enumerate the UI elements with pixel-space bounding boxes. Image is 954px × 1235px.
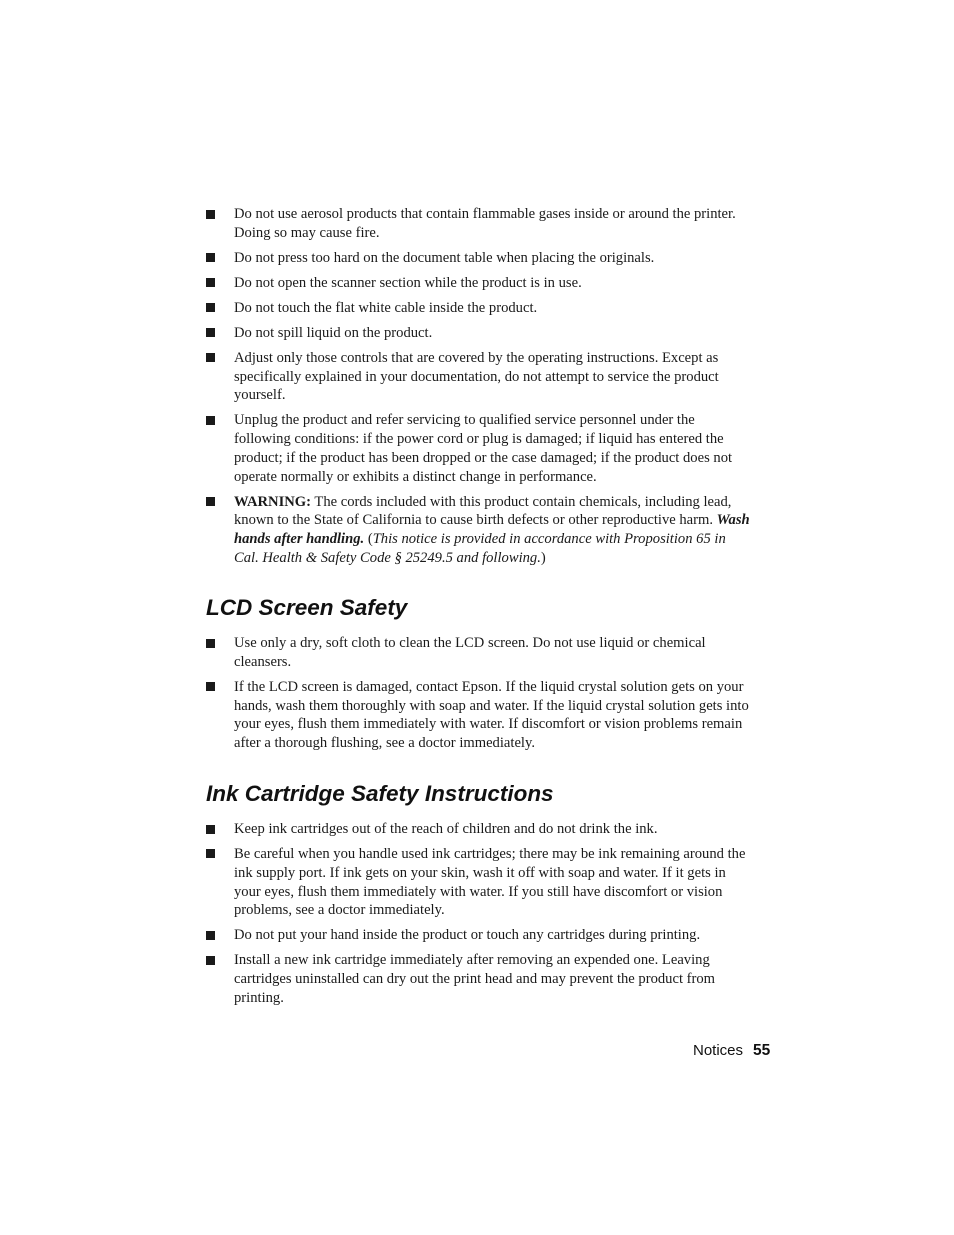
list-item: Do not open the scanner section while the product is in use. bbox=[206, 274, 751, 293]
list-item: Do not use aerosol products that contain flammable gases inside or around the printer. Doing so may cause fire. bbox=[206, 205, 751, 243]
footer-section-name: Notices bbox=[693, 1042, 744, 1059]
bullet-square-icon bbox=[206, 328, 215, 337]
page-footer bbox=[693, 1042, 770, 1060]
list-item: Do not put your hand inside the product or touch any cartridges during printing. bbox=[206, 926, 751, 945]
bullet-square-icon bbox=[206, 353, 215, 362]
bullet-square-icon bbox=[206, 253, 215, 262]
bullet-square-icon bbox=[206, 849, 215, 858]
list-item: Keep ink cartridges out of the reach of children and do not drink the ink. bbox=[206, 820, 751, 839]
list-item: Do not spill liquid on the product. bbox=[206, 324, 751, 343]
ink-safety-heading: Ink Cartridge Safety Instructions bbox=[206, 781, 554, 806]
list-item: If the LCD screen is damaged, contact Epson. If the liquid crystal solution gets on your hands, wash them thoroughly with soap and water. If the liquid crystal solution gets into your eyes, flush them immediately with water. If discomfort or vision problems remain after a thorough flushing, see a doctor immediately. bbox=[206, 678, 751, 753]
list-item: Do not touch the flat white cable inside the product. bbox=[206, 299, 751, 318]
list-item: Unplug the product and refer servicing to qualified service personnel under the following conditions: if the power cord or plug is damaged; if liquid has entered the product; if the product has been dropped or the case damaged; if the product does not operate normally or exhibits a distinct change in performance. bbox=[206, 411, 751, 486]
warning-text: The cords included with this product contain chemicals, including lead, known to the State of California to cause birth defects or other reproductive harm. bbox=[234, 493, 732, 529]
bullet-square-icon bbox=[206, 931, 215, 940]
bullet-square-icon bbox=[206, 416, 215, 425]
list-item: Be careful when you handle used ink cartridges; there may be ink remaining around the ink supply port. If ink gets on your skin, wash it off with soap and water. If it gets in your eyes, flush them immediately with water. If you still have discomfort or vision problems, see a doctor immediately. bbox=[206, 845, 751, 920]
warning-item: WARNING: The cords included with this product contain chemicals, including lead, known to the State of California to cause birth defects or other reproductive harm. Wash hands after handling. (This notice is provided in accordance with Proposition 65 in Cal. Health & Safety Code § 25249.5 and following.) bbox=[206, 493, 751, 568]
list-item: Do not press too hard on the document table when placing the originals. bbox=[206, 249, 751, 268]
list-item: Use only a dry, soft cloth to clean the LCD screen. Do not use liquid or chemical cleansers. bbox=[206, 634, 751, 672]
bullet-square-icon bbox=[206, 682, 215, 691]
warning-label: WARNING: bbox=[234, 493, 312, 510]
warning-notice: This notice is provided in accordance with Proposition 65 in Cal. Health & Safety Code § 25249.5 and following. bbox=[234, 531, 726, 567]
list-item: Install a new ink cartridge immediately after removing an expended one. Leaving cartridges uninstalled can dry out the print head and may prevent the product from printing. bbox=[206, 951, 751, 1007]
bullet-square-icon bbox=[206, 825, 215, 834]
bullet-square-icon bbox=[206, 278, 215, 287]
bullet-square-icon bbox=[206, 303, 215, 312]
bullet-square-icon bbox=[206, 956, 215, 965]
general-safety-list bbox=[206, 205, 751, 574]
page-number: 55 bbox=[753, 1042, 771, 1059]
lcd-safety-list bbox=[206, 634, 751, 759]
lcd-safety-heading: LCD Screen Safety bbox=[206, 595, 408, 620]
warning-emphasis: Wash hands after handling. bbox=[234, 512, 750, 548]
bullet-square-icon bbox=[206, 210, 215, 219]
list-item: Adjust only those controls that are covered by the operating instructions. Except as specifically explained in your documentation, do not attempt to service the product yourself. bbox=[206, 349, 751, 405]
bullet-square-icon bbox=[206, 497, 215, 506]
ink-safety-list bbox=[206, 820, 751, 1014]
bullet-square-icon bbox=[206, 639, 215, 648]
